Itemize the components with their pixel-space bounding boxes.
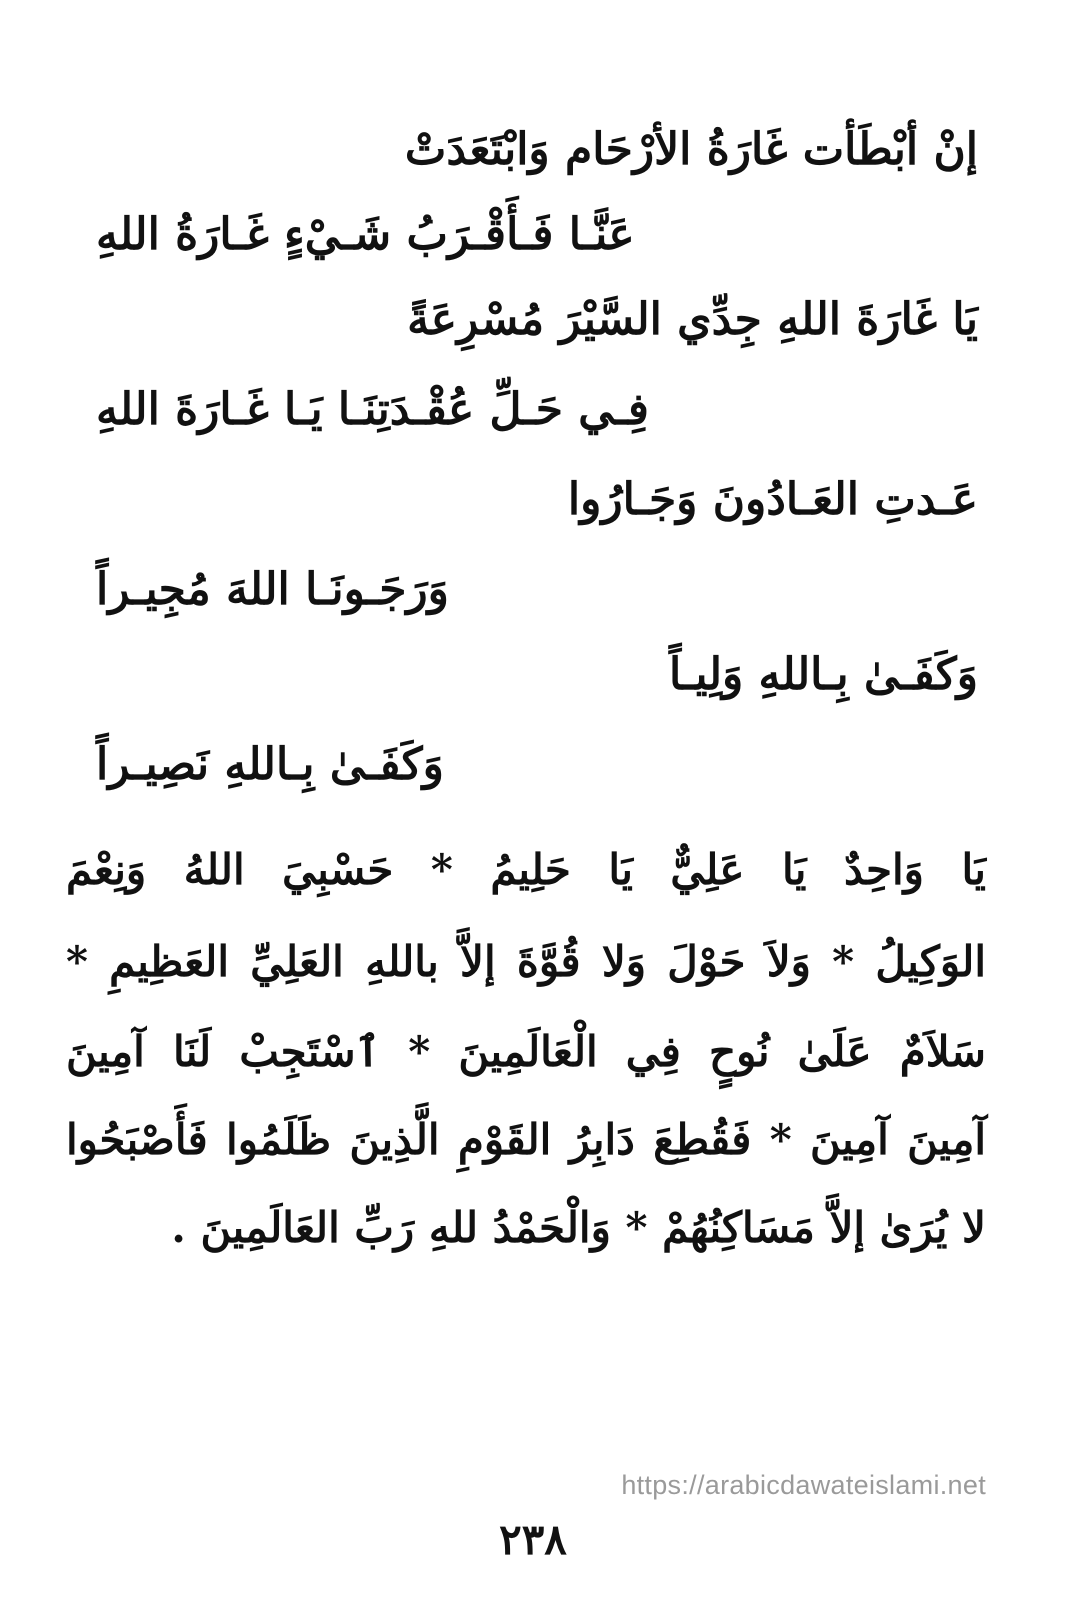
prose-line: يَا وَاحِدٌ يَا عَلِيٌّ يَا حَلِيمُ * حَسْبِيَ اللهُ وَنِعْمَ [66, 845, 986, 894]
prose-line: لا يُرَىٰ إلاَّ مَسَاكِنُهُمْ * وَالْحَمْدُ للهِ رَبِّ العَالَمِينَ . [171, 1203, 986, 1252]
poem-line: عَـدتِ العَـادُونَ وَجَـارُوا [567, 474, 978, 525]
prose-line: الوَكِيلُ * وَلاَ حَوْلَ وَلا قُوَّةَ إلاَّ باللهِ العَلِيِّ العَظِيمِ * [66, 937, 986, 986]
poem-line: وَكَفَـىٰ بِـاللهِ نَصِيـراً [96, 739, 444, 790]
poem-line: وَرَجَـونَـا اللهَ مُجِيـراً [96, 564, 449, 615]
prose-line: سَلاَمٌ عَلَىٰ نُوحٍ فِي الْعَالَمِينَ * ٱسْتَجِبْ لَنَا آمِينَ [66, 1027, 986, 1076]
poem-line: عَنَّـا فَـأَقْـرَبُ شَـيْءٍ غَـارَةُ اللهِ [96, 209, 635, 260]
poem-line: إنْ أبْطَأت غَارَةُ الأرْحَام وَابْتَعَدَتْ [404, 124, 978, 175]
poem-line: يَا غَارَةَ اللهِ جِدِّي السَّيْرَ مُسْرِعَةً [407, 294, 978, 345]
prose-line: آمِينَ آمِينَ * فَقُطِعَ دَابِرُ القَوْمِ الَّذِينَ ظَلَمُوا فَأَصْبَحُوا [66, 1115, 986, 1164]
watermark-url: https://arabicdawateislami.net [621, 1470, 986, 1500]
poem-line: فِـي حَـلِّ عُقْـدَتِنَـا يَـا غَـارَةَ اللهِ [96, 384, 649, 435]
poem-line: وَكَفَـىٰ بِـاللهِ وَلِيـاً [669, 649, 978, 700]
page-number: ٢٣٨ [499, 1515, 567, 1564]
